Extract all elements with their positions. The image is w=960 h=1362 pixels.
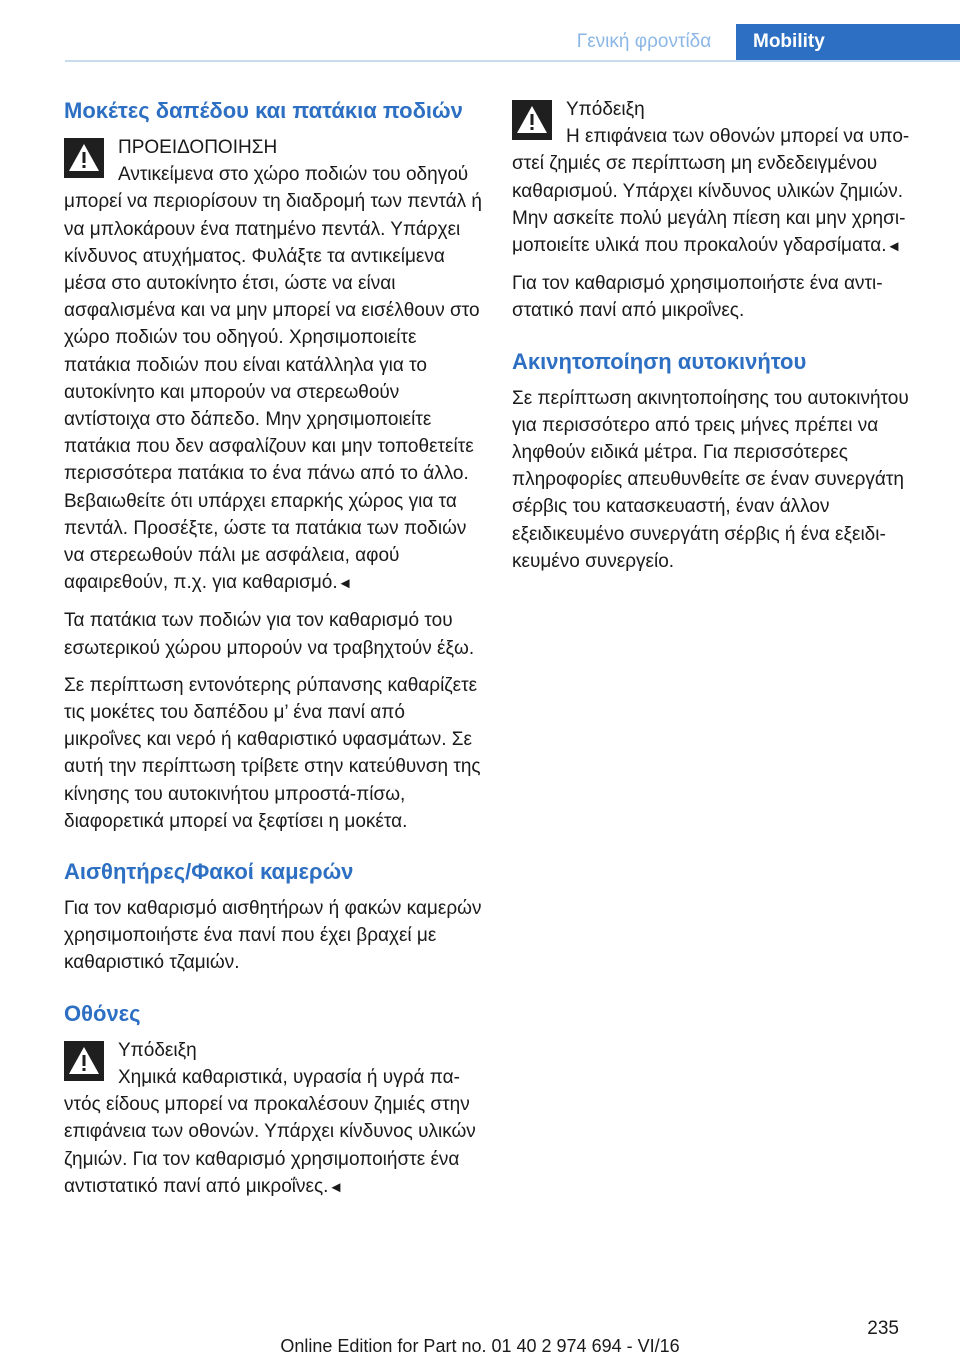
- edition-footer: Online Edition for Part no. 01 40 2 974 694 - VI/16: [280, 1336, 680, 1356]
- sensors-heading: Αισθητήρες/Φακοί καμερών: [64, 859, 354, 885]
- end-mark: ◄: [886, 238, 902, 256]
- floor-warning-block: [64, 134, 482, 597]
- floor-warning-title: ΠΡΟΕΙΔΟΠΟΙΗΣΗ: [118, 137, 278, 158]
- screens-heading: Οθόνες: [64, 1000, 141, 1026]
- left-column: [64, 96, 482, 1211]
- floor-warning-text: Αντικείμενα στο χώρο ποδιών του οδηγού μπορεί να περιορίσουν τη διαδρομή των πεντάλ ή να μπλοκάρουν ένα πατημένο πεντάλ. Υπάρχει κίνδυνος ατυχήματος. Φυλάξτε τα αντικείμενα μέσα στο αυτοκίνητο έτσι, ώστε να είναι ασφαλισμένα και να μην μπορεί να εισέλθουν στο χώρο ποδιών του οδηγού. Χρησιμοποιείτε πατάκια ποδιών που είναι κατάλληλα για το αυτοκίνητο και μπορούν να στερεωθούν αντίστοιχα στο δάπεδο. Μην χρησιμοποιείτε πατάκια που δεν ασφαλίζουν και μην τοποθετείτε περισσότερα πατάκια το ένα πάνω από το άλλο. Βεβαιωθείτε ότι υπάρχει επαρκής χώρος για τα πεντάλ. Προσέξτε, ώστε τα πατάκια των ποδιών να στερεωθούν πάλι με ασφάλεια, αφού αφαιρεθούν, π.χ. για καθαρισμό.: [64, 164, 482, 594]
- page-header: [0, 24, 960, 62]
- header-rule: [65, 60, 960, 62]
- end-mark: ◄: [328, 1178, 344, 1196]
- screens-cleaning-paragraph: Για τον καθαρισμό χρησιμοποιήστε ένα αντιστατικό πανί από μικροΐνες.: [512, 273, 883, 322]
- immobilization-heading: Ακινητοποίηση αυτοκινήτου: [512, 348, 807, 374]
- right-note-text: Η επιφάνεια των οθονών μπορεί να υποστεί ζημιές σε περίπτωση μη ενδεδειγμένου καθαρισμού. Υπάρχει κίνδυνος υλικών ζημιών. Μην ασκείτε πολύ μεγάλη πίεση και μην χρησιμοποιείτε υλικά που προκαλούν γδαρσίματα.: [512, 126, 910, 257]
- floor-paragraph-2: Σε περίπτωση εντονότερης ρύπανσης καθαρίζετε τις μοκέτες του δαπέδου μ’ ένα πανί από μικροΐνες και νερό ή καθαριστικό υφασμάτων. Σε αυτή την περίπτωση τρίβετε στην κατεύθυνση της κίνησης του αυτοκινήτου μπροστά-πίσω, διαφορετικά μπορεί να ξεφτίσει η μοκέτα.: [64, 674, 481, 832]
- right-note-title: Υπόδειξη: [566, 99, 645, 120]
- screens-note-title: Υπόδειξη: [118, 1039, 197, 1061]
- immobilization-paragraph: Σε περίπτωση ακινητοποίησης του αυτοκινήτου για περισσότερο από τρεις μήνες πρέπει να ληφθούν ειδικά μέτρα. Για περισσότερες πληροφορίες απευθυνθείτε σε έναν συνεργάτη σέρβις του κατασκευαστή, έναν άλλον εξειδικευμένο συνεργάτη σέρβις ή ένα εξειδικευμένο συνεργείο.: [512, 387, 909, 572]
- warning-triangle-icon: [512, 100, 552, 140]
- warning-triangle-icon: [64, 138, 104, 178]
- screens-note-text: Χημικά καθαριστικά, υγρασία ή υγρά παντός είδους μπορεί να προκαλέσουν ζημιές στην επιφάνεια των οθονών. Υπάρχει κίνδυνος υλικών ζημιών. Για τον καθαρισμό χρησιμοποιήστε ένα αντιστατικό πανί από μικροΐνες.: [64, 1066, 476, 1197]
- tab-mobility[interactable]: Mobility: [736, 24, 960, 60]
- end-mark: ◄: [337, 575, 353, 593]
- floor-paragraph-1: Τα πατάκια των ποδιών για τον καθαρισμό του εσωτερικού χώρου μπορούν να τραβηχτούν έξω.: [64, 610, 475, 659]
- floor-mats-heading: Μοκέτες δαπέδου και πατάκια ποδιών: [64, 98, 463, 123]
- screens-note-block: [64, 1037, 482, 1201]
- warning-triangle-icon: [64, 1041, 104, 1081]
- right-note-block: [512, 96, 930, 260]
- tab-general-care[interactable]: Γενική φροντίδα: [576, 31, 712, 52]
- right-column: [512, 96, 930, 585]
- sensors-paragraph: Για τον καθαρισμό αισθητήρων ή φακών καμερών χρησιμοποιήστε ένα πανί που έχει βραχεί με καθαριστικό τζαμιών.: [64, 898, 482, 974]
- page-number: 235: [867, 1318, 899, 1339]
